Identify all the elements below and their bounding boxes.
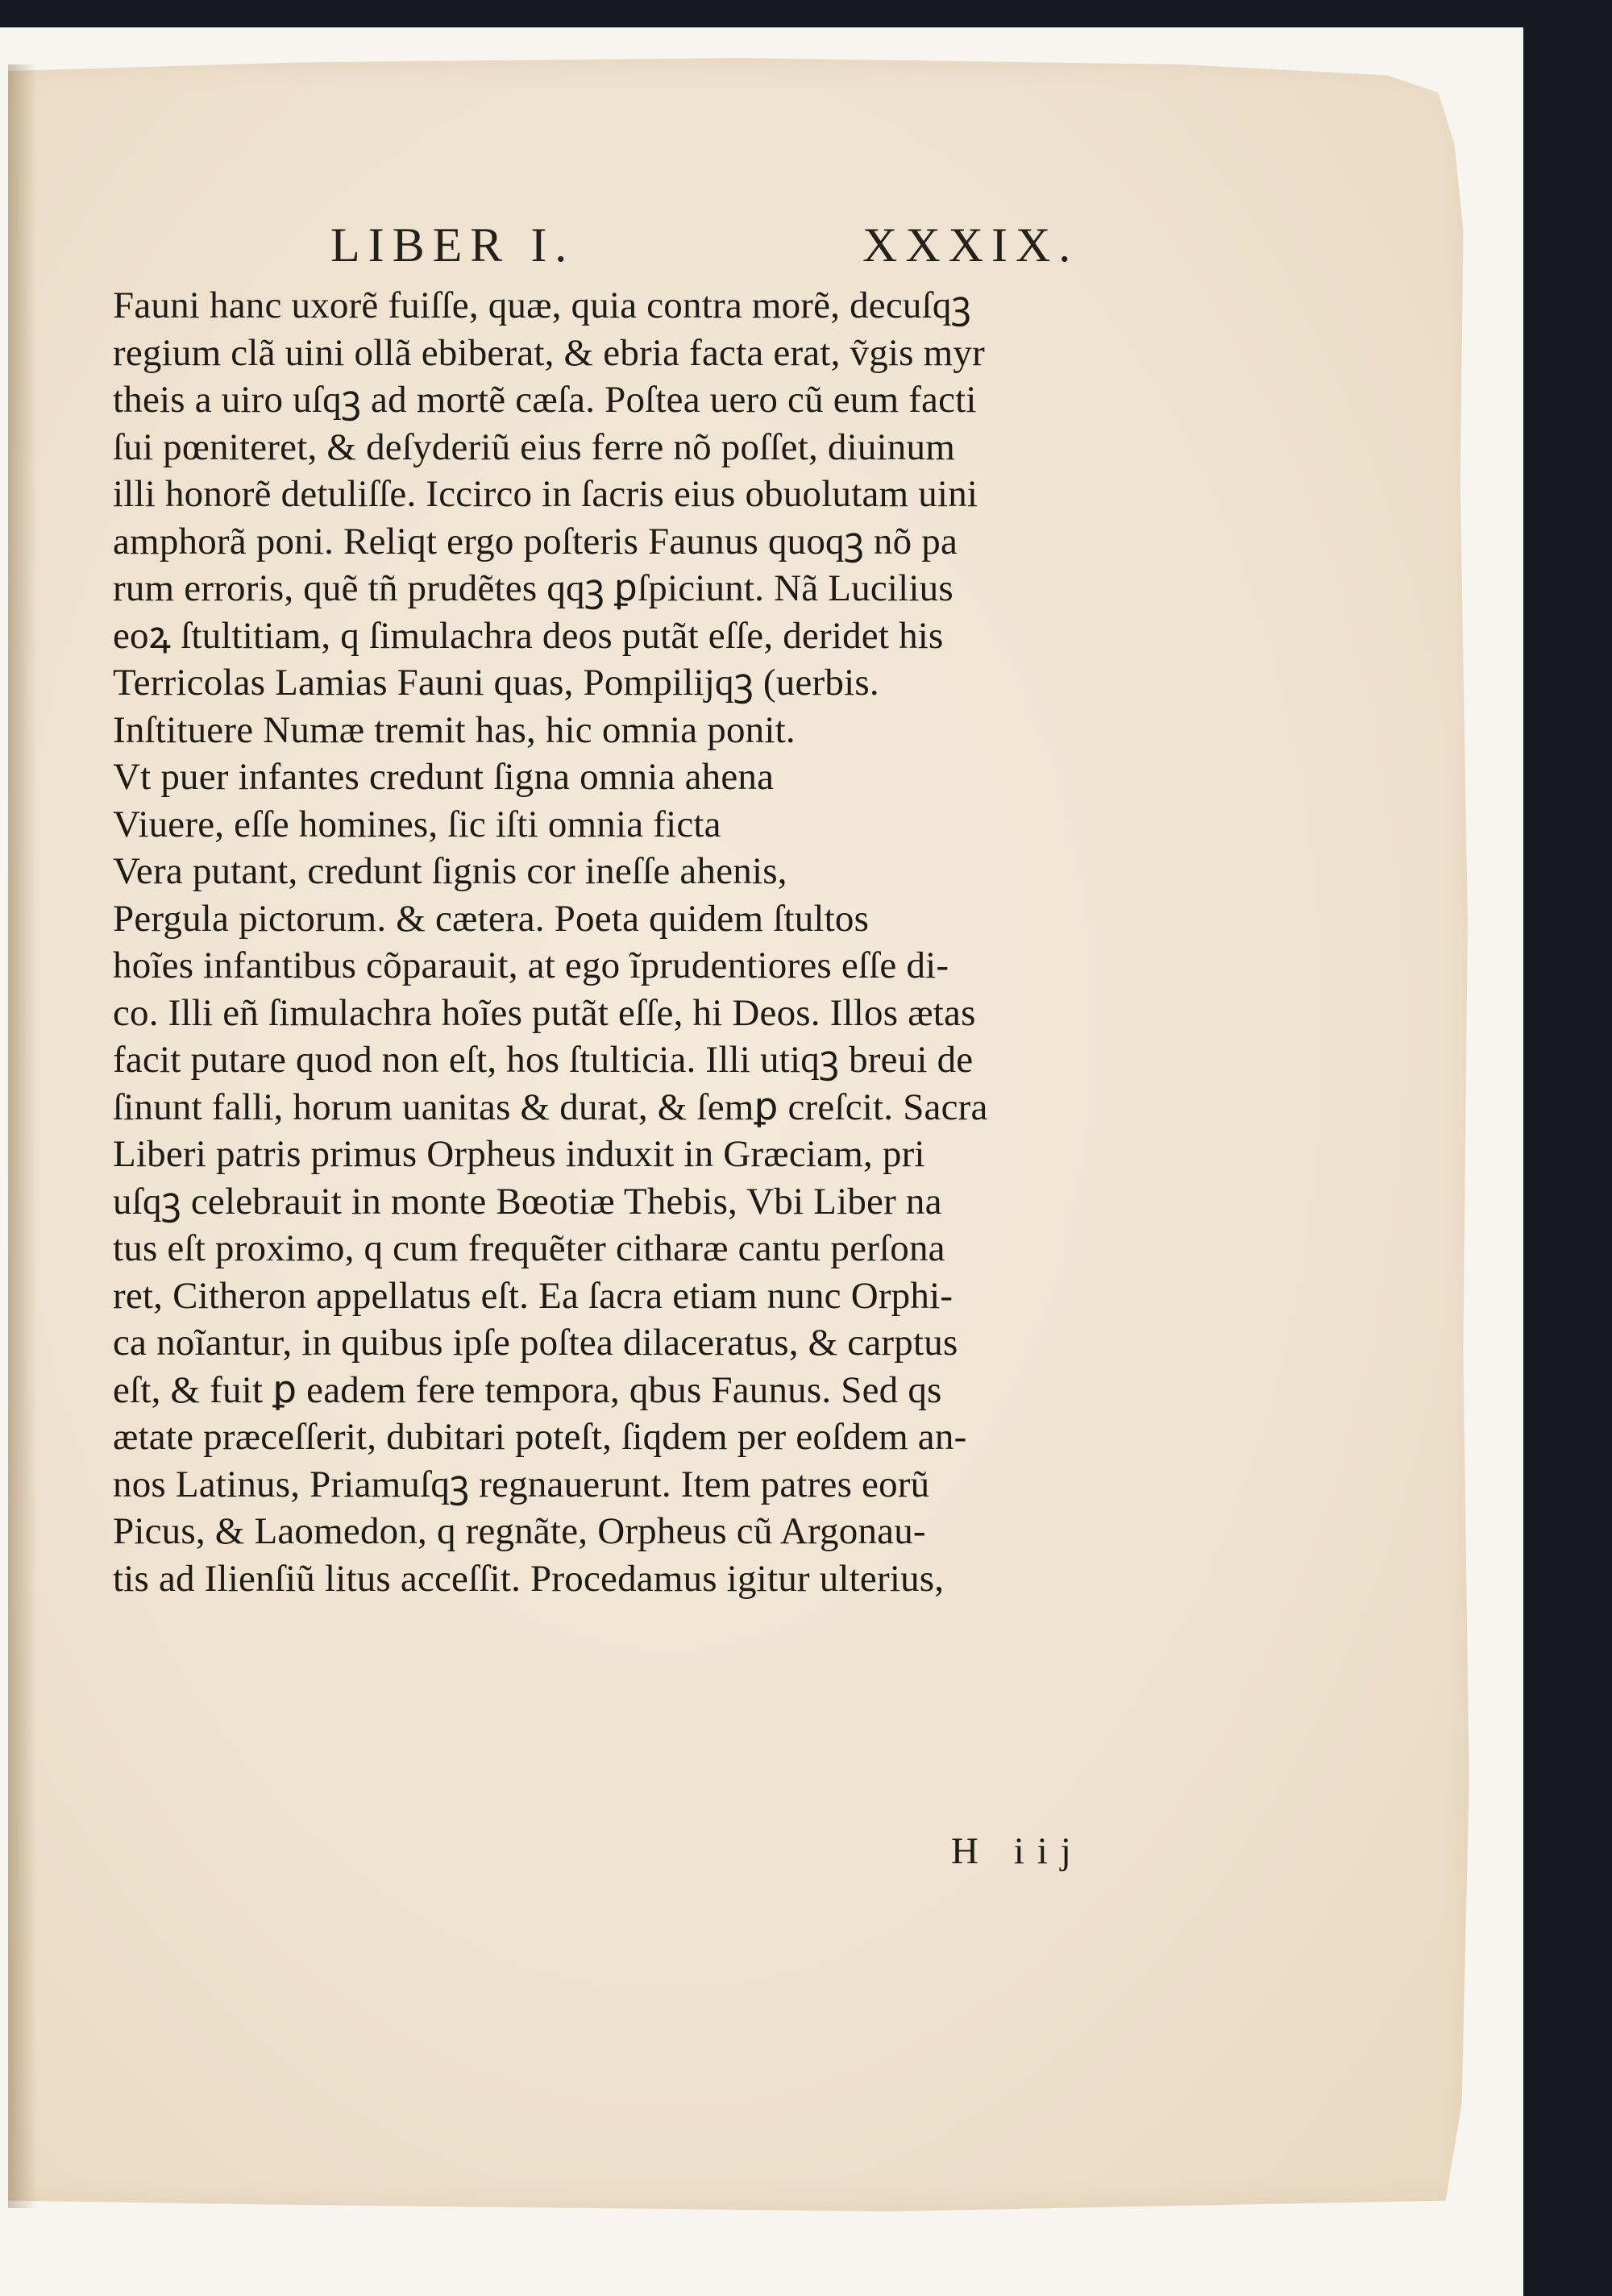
- text-line: Inſtituere Numæ tremit has, hic omnia ponit.: [113, 708, 796, 751]
- text-line: illi honorẽ detuliſſe. Iccirco in ſacris eius obuolutam uini: [113, 473, 978, 515]
- text-line: Terricolas Lamias Fauni quas, Pompilijqꝫ (uerbis.: [113, 662, 879, 704]
- text-line: facit putare quod non eſt, hos ſtulticia. Illi utiqꝫ breui de: [113, 1039, 974, 1081]
- text-line: co. Illi eñ ſimulachra hoĩes putãt eſſe, hi Deos. Illos ætas: [113, 991, 976, 1034]
- text-line: tis ad Ilienſiũ litus acceſſit. Procedamus igitur ulterius,: [113, 1557, 945, 1600]
- text-line: Vera putant, credunt ſignis cor ineſſe ahenis,: [113, 850, 787, 892]
- text-line: nos Latinus, Priamuſqꝫ regnauerunt. Item patres eorũ: [113, 1463, 930, 1505]
- text-lines: [113, 282, 1128, 1602]
- running-head: [113, 218, 1128, 282]
- text-line: ſui pœniteret, & deſyderiũ eius ferre nõ poſſet, diuinum: [113, 426, 955, 468]
- text-line: ret, Citheron appellatus eſt. Ea ſacra etiam nunc Orphi-: [113, 1274, 953, 1317]
- text-line: Fauni hanc uxorẽ fuiſſe, quæ, quia contra morẽ, decuſqꝫ: [113, 284, 971, 326]
- text-line: regium clã uini ollã ebiberat, & ebria facta erat, ṽgis myr: [113, 331, 985, 374]
- text-line: Pergula pictorum. & cætera. Poeta quidem ſtultos: [113, 897, 870, 940]
- text-line: Picus, & Laomedon, q regnãte, Orpheus cũ Argonau-: [113, 1510, 926, 1552]
- text-line: eſt, & fuit ꝑ eadem fere tempora, qbus Faunus. Sed qs: [113, 1368, 942, 1411]
- text-line: theis a uiro uſqꝫ ad mortẽ cæſa. Poſtea uero cũ eum facti: [113, 379, 977, 421]
- text-line: Liberi patris primus Orpheus induxit in Græciam, pri: [113, 1133, 925, 1175]
- text-line: ætate præceſſerit, dubitari poteſt, ſiqdem per eoſdem an-: [113, 1416, 967, 1458]
- running-head-book: LIBER I.: [330, 218, 575, 272]
- text-line: ſinunt falli, horum uanitas & durat, & ſemꝑ creſcit. Sacra: [113, 1086, 988, 1128]
- text-line: tus eſt proximo, q cum frequẽter citharæ cantu perſona: [113, 1227, 945, 1269]
- text-line: hoĩes infantibus cõparauit, at ego ĩprudentiores eſſe di-: [113, 945, 949, 986]
- text-line: eoꝝ ſtultitiam, q ſimulachra deos putãt eſſe, deridet his: [113, 614, 944, 657]
- text-line: amphorã poni. Reliqt ergo poſteris Faunus quoqꝫ nõ pa: [113, 520, 958, 563]
- text-block: [113, 218, 1128, 1602]
- binding-gutter-shadow: [8, 64, 37, 2208]
- folio-number: XXXIX.: [862, 218, 1079, 272]
- text-line: rum erroris, quẽ tñ prudẽtes qqꝫ ꝑſpiciunt. Nã Lucilius: [113, 567, 953, 609]
- signature-mark: H iij: [951, 1830, 1084, 1872]
- text-line: uſqꝫ celebrauit in monte Bœotiæ Thebis, Vbi Liber na: [113, 1180, 942, 1223]
- text-line: ca noĩantur, in quibus ipſe poſtea dilaceratus, & carptus: [113, 1322, 958, 1364]
- text-line: Vt puer infantes credunt ſigna omnia ahena: [113, 756, 775, 798]
- text-line: Viuere, eſſe homines, ſic iſti omnia ficta: [113, 803, 721, 845]
